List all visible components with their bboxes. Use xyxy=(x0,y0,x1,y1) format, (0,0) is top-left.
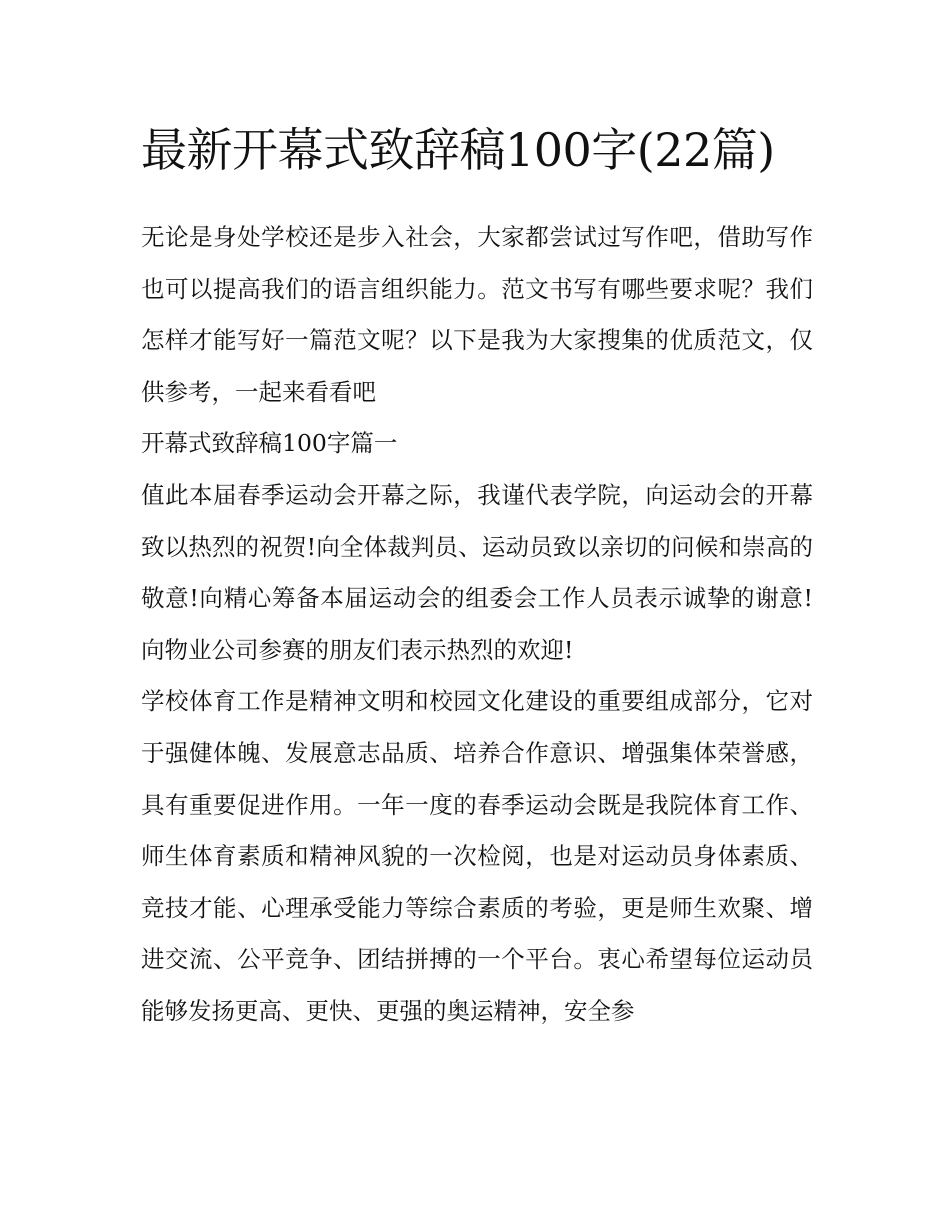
document-title: 最新开幕式致辞稿100字(22篇) xyxy=(141,123,775,177)
body-paragraph: 值此本届春季运动会开幕之际，我谨代表学院，向运动会的开幕致以热烈的祝贺!向全体裁判员、运动员致以亲切的问候和崇高的敬意!向精心筹备本届运动会的组委会工作人员表示诚挚的谢意!向物业公司参赛的朋友们表示热烈的欢迎! xyxy=(141,480,813,664)
section-heading: 开幕式致辞稿100字篇一 xyxy=(141,429,398,458)
body-paragraph: 学校体育工作是精神文明和校园文化建设的重要组成部分，它对于强健体魄、发展意志品质、培养合作意识、增强集体荣誉感，具有重要促进作用。一年一度的春季运动会既是我院体育工作、师生体育素质和精神风貌的一次检阅，也是对运动员身体素质、竞技才能、心理承受能力等综合素质的考验，更是师生欢聚、增进交流、公平竞争、团结拼搏的一个平台。衷心希望每位运动员能够发扬更高、更快、更强的奥运精神，安全参 xyxy=(141,687,813,1025)
intro-paragraph: 无论是身处学校还是步入社会，大家都尝试过写作吧，借助写作也可以提高我们的语言组织能力。范文书写有哪些要求呢？我们怎样才能写好一篇范文呢？以下是我为大家搜集的优质范文，仅供参考，一起来看看吧 xyxy=(141,223,813,406)
document-body xyxy=(141,112,813,1038)
